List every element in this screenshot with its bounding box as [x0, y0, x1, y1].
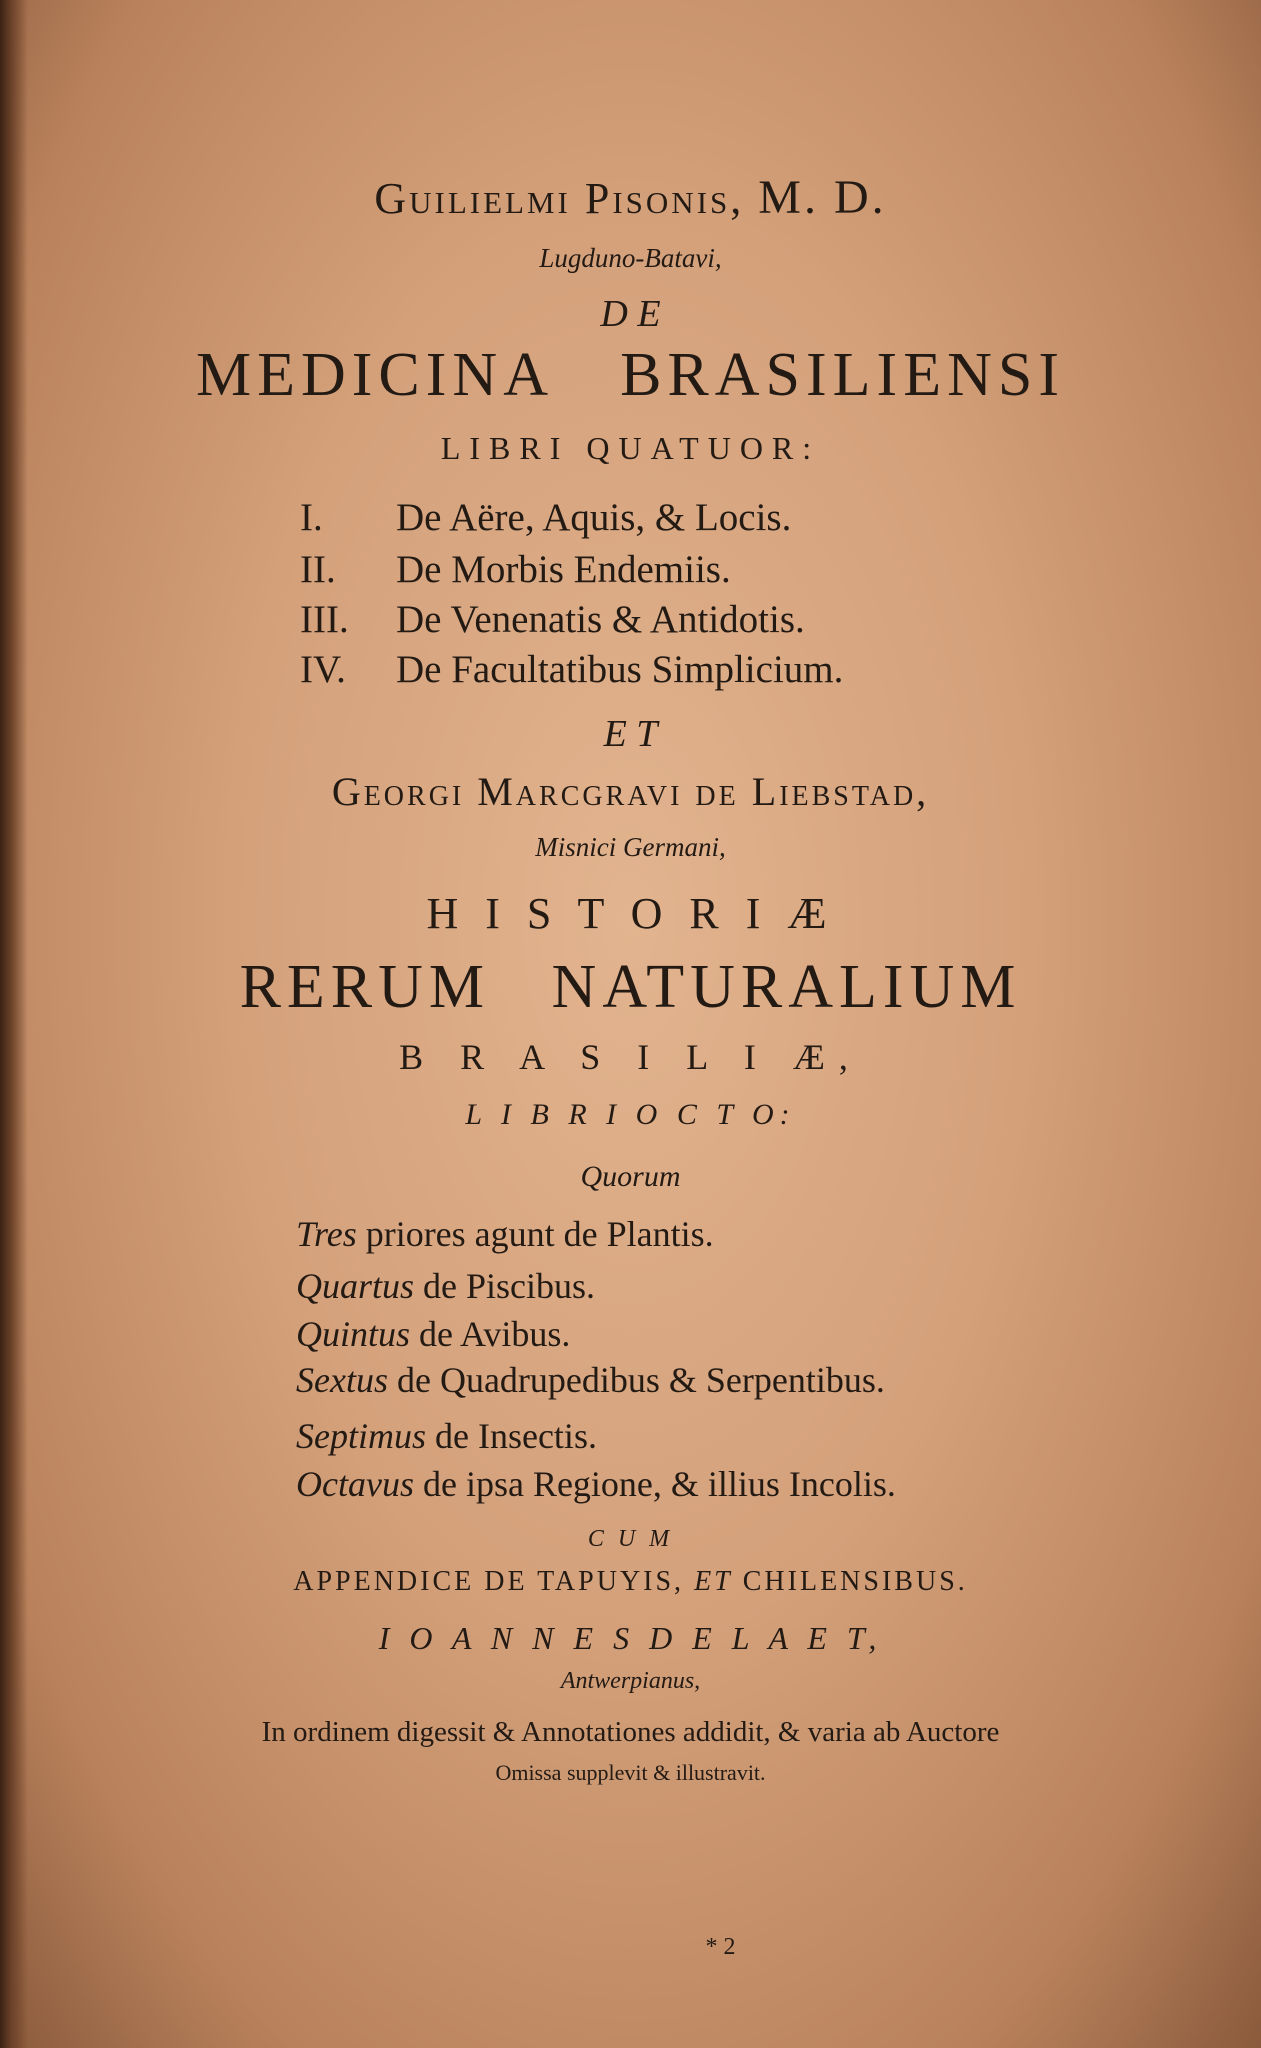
appendix-pre: APPENDICE DE TAPUYIS,	[293, 1566, 685, 1597]
book-number: I.	[300, 496, 323, 539]
de-line: D E	[600, 293, 661, 335]
subject-row	[296, 1265, 595, 1307]
subject-text: de Insectis.	[426, 1416, 597, 1456]
book-row	[300, 647, 843, 692]
appendix-line	[0, 1566, 1261, 1598]
book-number: III.	[300, 598, 349, 641]
title-medicina: MEDICINA BRASILIENSI	[196, 341, 1065, 409]
subject-lead: Quintus	[296, 1314, 411, 1354]
historiae-line: H I S T O R I Æ	[426, 889, 835, 938]
editor-line: I O A N N E S D E L A E T,	[378, 1620, 883, 1656]
book-number: IV.	[300, 648, 346, 691]
author2-line: Georgi Marcgravi de Liebstad,	[331, 769, 930, 814]
book-title: De Facultatibus Simplicium.	[396, 648, 844, 691]
subject-row	[296, 1313, 570, 1355]
editor-origin: Antwerpianus,	[560, 1668, 701, 1694]
subject-text: priores agunt de Plantis.	[356, 1214, 714, 1254]
book-row	[300, 597, 805, 642]
libri-octo: L I B R I O C T O:	[465, 1098, 796, 1131]
note-line-1: In ordinem digessit & Annotationes addidit, & varia ab Auctore	[261, 1716, 1000, 1748]
author-place: Lugduno-Batavi,	[539, 243, 722, 273]
title-rerum-naturalium: RERUM NATURALIUM	[239, 953, 1022, 1021]
subject-text: de Quadrupedibus & Serpentibus.	[387, 1360, 885, 1400]
book-title: De Morbis Endemiis.	[396, 548, 731, 591]
author-degree: M. D.	[758, 171, 887, 224]
subject-lead: Sextus	[296, 1360, 388, 1400]
author2-origin: Misnici Germani,	[535, 832, 726, 862]
subject-row	[296, 1213, 714, 1255]
subject-row	[296, 1463, 896, 1505]
book-title: De Aëre, Aquis, & Locis.	[396, 496, 792, 539]
subject-row	[296, 1415, 597, 1457]
brasiliae-line: B R A S I L I Æ,	[399, 1037, 862, 1077]
signature-mark: * 2	[705, 1934, 736, 1960]
appendix-et: ET	[694, 1566, 733, 1597]
book-row	[300, 547, 731, 592]
book-row	[300, 495, 791, 540]
cum-line: C U M	[587, 1526, 674, 1552]
quorum-line: Quorum	[580, 1160, 681, 1193]
subject-lead: Tres	[296, 1214, 357, 1254]
note-line-2: Omissa supplevit & illustravit.	[495, 1760, 766, 1785]
author-name: Guilielmi Pisonis,	[374, 174, 745, 223]
author-line	[0, 170, 1261, 225]
subject-text: de Avibus.	[410, 1314, 571, 1354]
libri-quatuor: LIBRI QUATUOR:	[440, 430, 821, 466]
appendix-post: CHILENSIBUS.	[742, 1566, 968, 1597]
subject-lead: Septimus	[296, 1416, 426, 1456]
book-number: II.	[300, 548, 336, 591]
subject-text: de ipsa Regione, & illius Incolis.	[413, 1464, 896, 1504]
subject-row	[296, 1359, 885, 1401]
subject-lead: Octavus	[296, 1464, 414, 1504]
book-title: De Venenatis & Antidotis.	[396, 598, 805, 641]
et-line: E T	[603, 713, 658, 755]
subject-lead: Quartus	[296, 1266, 415, 1306]
subject-text: de Piscibus.	[414, 1266, 596, 1306]
